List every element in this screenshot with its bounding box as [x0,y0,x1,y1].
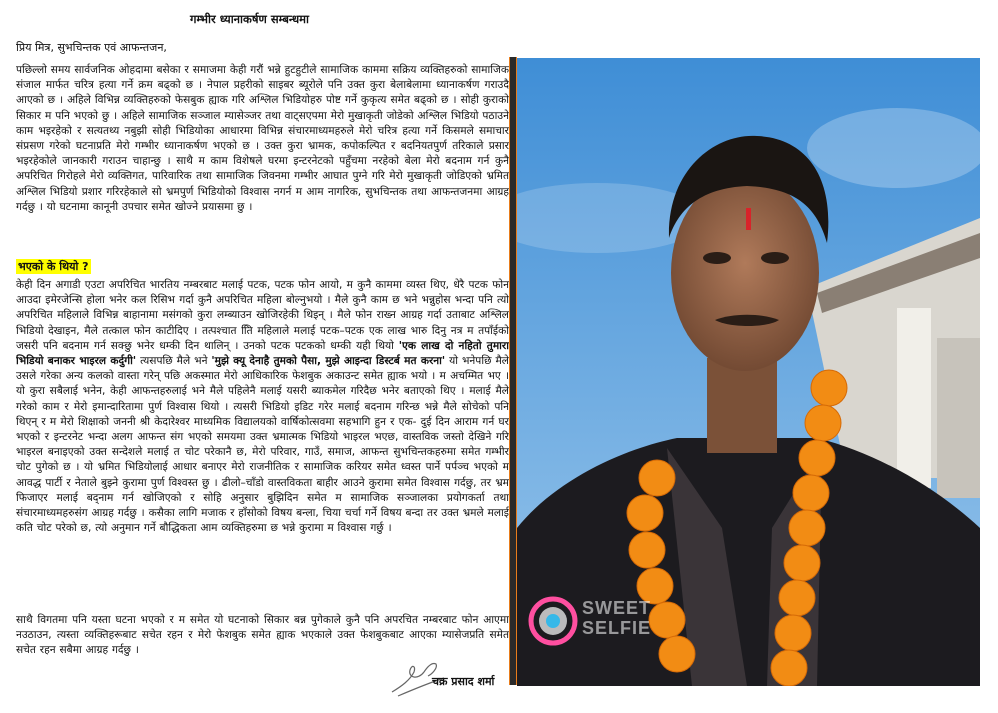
threat-quote: 'एक लाख दो नहितो तुमारा भिडियो बनाकर भाइरल कर्दुगी' [16,339,509,368]
sweet-selfie-logo-icon [528,596,578,646]
portrait-photo [517,58,980,686]
incident-text-part-2: त्यसपछि मैले भने [136,355,212,368]
incident-paragraph [16,278,509,608]
watermark-line-2: SELFIE [582,618,652,638]
intro-paragraph: पछिल्लो समय सार्वजनिक ओहदामा बसेका र समाजमा केही गरौं भन्ने हुटहुटीले सामाजिक काममा सक्रिय व्यक्तिहरुको सामाजिक संजाल मार्फत चरित्र हत्या गर्ने क्रम बढ्को छ । नेपाल प्रहरीको साइबर ब्यूरोले पनि उक्त कुरा बेलाबेलामा ध्यानाकर्षण गराउदै आएको छ । अहिले विभिन्न व्यक्तिहरुको फेसबुक ह्याक गरि अश्लिल भिडियोहरु पोष्ट गर्ने कुकृत्य समेत बढ्को छ । सोही कुराको सिकार म पनि भएको छु । अहिले सामाजिक सञ्जाल म्यासेञ्जर तथा वाट्सएपमा मेरो मुखाकृती जोडेको अश्लिल भिडियो पठाउने काम भइरहेको र सत्यतथ्य नबुझी सोही भिडियोका आधारमा विभिन्न संचारमाध्यमहरुले मेरो चरित्र हत्या गर्ने किसमले समाचार संप्रसण गरेको घटनाप्रति मेरो गम्भीर ध्यानाकर्षण भएको छ । उक्त कुरा भ्रामक, कपोकल्पित र बदनियतपुर्ण तरिकाले प्रसार भइरहेकोले जानकारी गराउन चाहान्छु । साथै म काम विशेषले घरमा इन्टरनेटको पहुँचमा नरहेको बेला मेरो बदनाम गर्न कुनै अपरिचित गिरोहले मेरो व्यक्तिगत, पारिवारिक तथा सामाजिक जिवनमा गम्भीर आघात पुग्ने गरि मेरो मुखाकृती जोडिएको भ्रमित अश्लिल भिडियो प्रशार गरिरहेकाले सो भ्रमपुर्ण भिडियोको विश्वास नगर्न म आम नागरिक, सुभचिन्तक तथा आफन्तजनमा आग्रह गर्दछु । यो घटनामा कानूनी उपचार समेत खोज्ने प्रयासमा छु । [16,64,509,213]
incident-text-part-1: केही दिन अगाडी एउटा अपरिचित भारतिय नम्बरबाट मलाई पटक, पटक फोन आयो, म कुनै काममा व्यस्त थिए, धेरै पटक फोन आउदा इमेरजेन्सि होला भनेर कल रिसिभ गर्दा कुनै अपरिचित महिला बोल्नुभयो । मैले कुनै काम छ भने भन्नुहोस भन्दा पनि त्यो अपरिचित महिलाले विभिन्न बाहानामा मसंगको कुरा लम्ब्याउन खोजिरहेकी थिइन् । मैले फोन राख्न आग्रह गर्दा उताबाट अश्लिल भिडियो देखाइन, मैले तत्काल फोन काटीदिए । तत्पश्चात तिि महिलाले मलाई पटक–पटक एक लाख भारु दिनु नत्र म तपाँईको जसरी पनि बदनाम गर्न सक्छु भनेर धम्की दिन थालिन् । उनको पटक पटकको धम्की यही थियो [16,279,509,352]
reply-quote: 'मुझे क्यू देनाहै तुमको पैसा, मुझे आइन्दा डिस्टर्ब मत करना' [211,355,446,368]
section-heading-what-happened: भएको के थियो ? [18,260,89,273]
salutation: प्रिय मित्र, सुभचिन्तक एवं आफन्तजन, [16,41,167,54]
watermark-line-1: SWEET [582,598,652,618]
sweet-selfie-watermark [582,598,651,638]
incident-text-part-3: यो भनेपछि मैले उसले गरेका अन्य कलको वास्ता गरेन् पछि अकस्मात मेरो आधिकारिक फेशबुक अकाउन्ट समेत ह्याक भयो । म अचम्मित भए । यो कुरा सबैलाई भनेन, केही आफन्तहरुलाई भने मैले पहिलेनै मलाई यसरी ब्याकमेल गरिदैछ भनेर बताएको थिए । मलाई मैले गरेको काम र मेरो इमान्दारितामा पुर्ण विश्वास थियो । त्यसरी भिडियो इडिट गरेर मलाई बदनाम गरिन्छ भन्ने मैले सोचेको पनि थिएन् र म मेरो शिक्षाको जननी श्री केदारेश्वर माध्यमिक विद्यालयको वार्षिकोत्सवमा सहभागि हुन र एक- दुई दिन आराम गर्न घर भएको र इन्टरनेट भन्दा अलग आफन्त संग भएको समयमा उक्त भ्रमात्मक भिडियो भाइरल भएछ, वास्तविक जस्तो देखिने गरि भाइरल बनाइएको उक्त सन्देशले मलाई त चोट परेकानै छ, मेरो परिवार, गाउँ, समाज, आफन्त सुभचिन्तकहरुमा समेत गम्भीर चोट पुगेको छ । यो भ्रमित भिडियोलाई आधार बनाएर मेरो राजनीतिक र सामाजिक करियर समेत ध्वस्त पार्ने पर्पञ्च भएको म आवद्ध पार्टी र नेताले बुझ्ने कुरामा पुर्ण विश्वस्त छु । ढीलो–चाँडो वास्तविकता बाहीर आउने कुरामा समेत विश्वास गर्दछु, तर भ्रम फिजाएर मलाई बद्नाम गर्न खोजिएको र सोहि अनुसार बुझिदिन समेत म सामाजिक सञ्जालका प्रयोगकर्ता तथा संचारमाध्यमहरुसंग आग्रह गर्दछु । कसैका लागि मजाक र हाँसोको विषय बन्ला, चिया चर्चा गर्ने विषय बन्दा तर उक्त भ्रमले मलाई कति चोट परेको छ, त्यो अनुमान गर्ने बौद्धिकता आम व्यक्तिहरुमा छ भन्ने कुरामा म विश्वास गर्छु । [16,355,509,535]
closing-paragraph: साथै विगतमा पनि यस्ता घटना भएको र म समेत यो घटनाको सिकार बन्न पुगेकाले कुनै पनि अपरचित नम्बरबाट फोन आएमा नउठाउन, त्यस्ता व्यक्तिहरूबाट सचेत रहन र मेरो फेशबुक समेत ह्याक भएकाले उक्त फेशबुकबाट आएका म्यासेजप्रति समेत सचेत रहन सबैमा आग्रह गर्दछु । [16,614,509,657]
signature-name: चक्र प्रसाद शर्मा [432,675,495,688]
document-title: गम्भीर ध्यानाकर्षण सम्बन्धमा [190,12,310,26]
column-divider [509,57,517,685]
